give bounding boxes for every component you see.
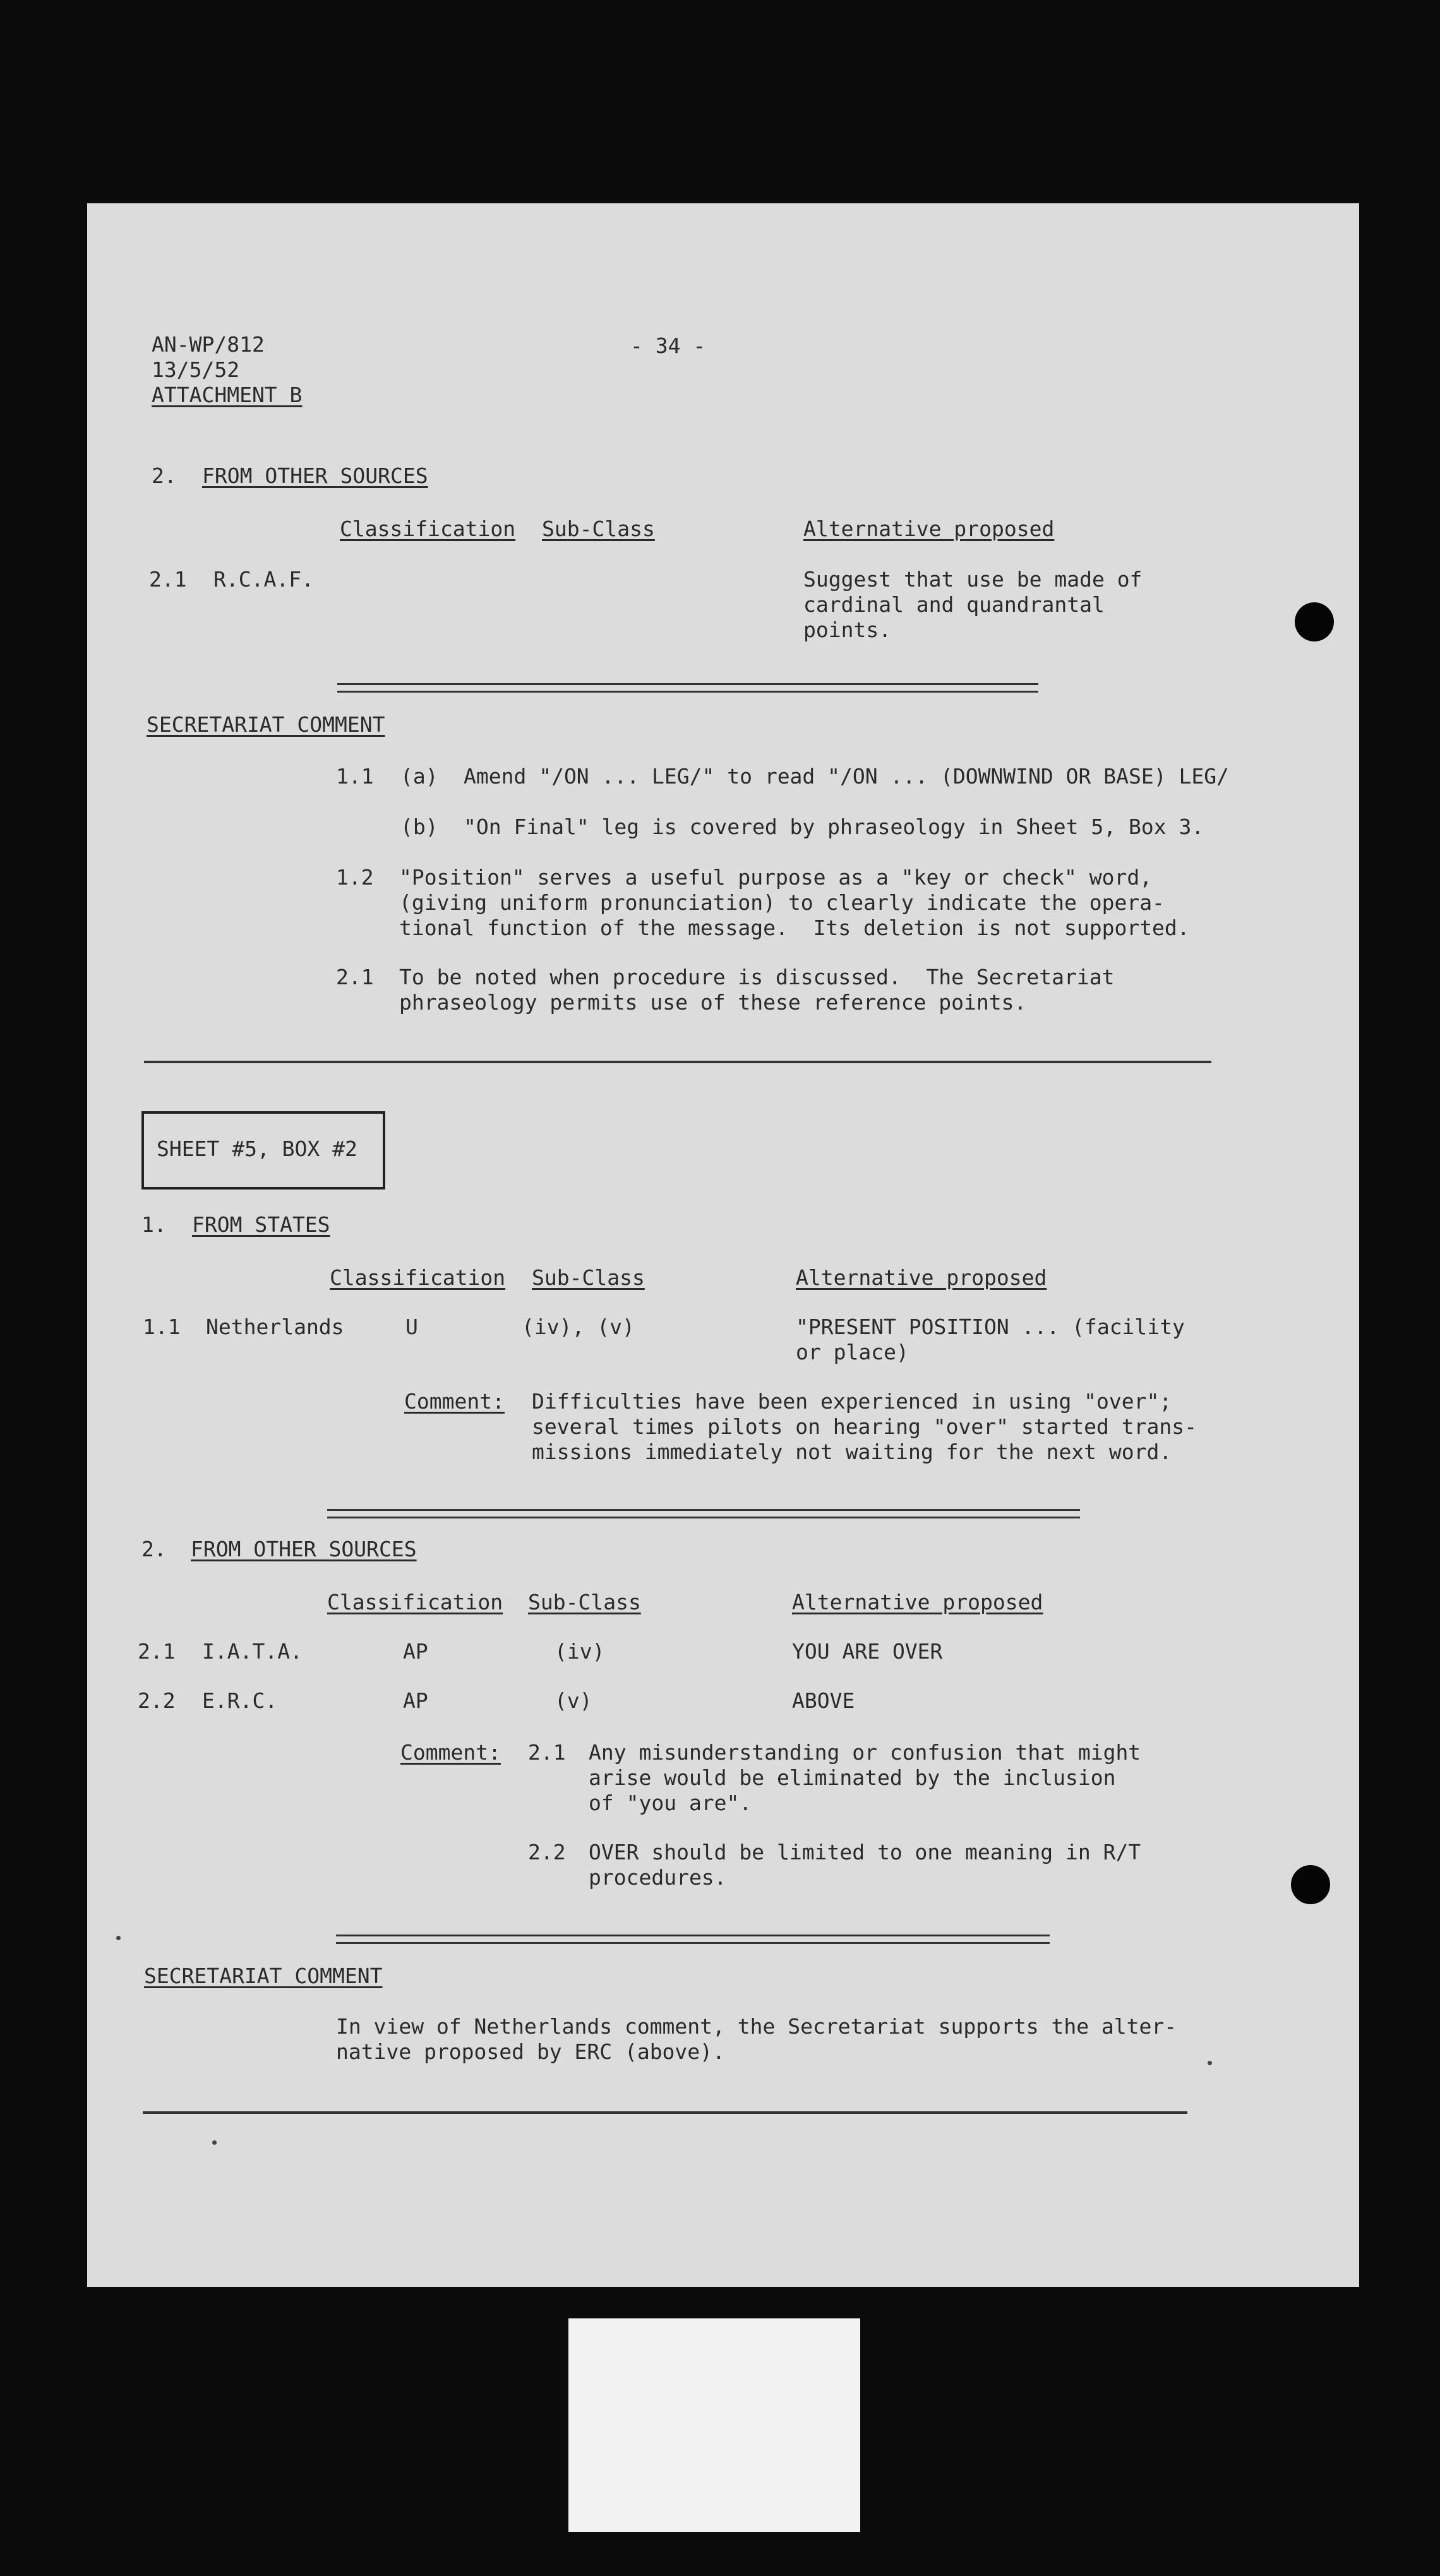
section-b-number: 1. xyxy=(141,1212,167,1237)
section-a-alt-line: Suggest that use be made of xyxy=(803,567,1143,592)
secretariat-comment-heading: SECRETARIAT COMMENT xyxy=(144,1964,383,1988)
section-c-comment-number: 2.2 xyxy=(528,1840,566,1864)
attachment-label: ATTACHMENT B xyxy=(152,383,303,407)
section-divider xyxy=(143,2111,1187,2114)
section-c-heading: FROM OTHER SOURCES xyxy=(191,1537,417,1561)
section-b-row-subclass: (iv), (v) xyxy=(522,1315,635,1339)
section-b-row-class: U xyxy=(405,1315,418,1339)
comment-text: "On Final" leg is covered by phraseology in Sheet 5, Box 3. xyxy=(464,814,1204,839)
comment-text: (giving uniform pronunciation) to clearly indicate the opera- xyxy=(399,890,1165,915)
section-a-alt-line: points. xyxy=(803,617,892,642)
section-c-comment-label: Comment: xyxy=(400,1740,501,1765)
section-a-heading: FROM OTHER SOURCES xyxy=(202,463,428,488)
punch-hole xyxy=(1291,1865,1330,1904)
double-divider xyxy=(327,1509,1080,1518)
comment-text: phraseology permits use of these reference points. xyxy=(399,990,1027,1015)
section-c-comment-line: arise would be eliminated by the inclusion xyxy=(589,1765,1116,1790)
section-b-alt-line: "PRESENT POSITION ... (facility xyxy=(796,1315,1185,1339)
section-c-row-alt: ABOVE xyxy=(792,1688,855,1713)
double-divider xyxy=(337,683,1038,693)
section-c-col-alternative: Alternative proposed xyxy=(792,1590,1043,1614)
sheet-box xyxy=(141,1111,385,1190)
section-a-number: 2. xyxy=(152,463,177,488)
section-c-row-alt: YOU ARE OVER xyxy=(792,1639,943,1664)
comment-text: To be noted when procedure is discussed. The Secretariat xyxy=(399,965,1115,989)
section-c-row-class: AP xyxy=(403,1688,428,1713)
page-number: - 34 - xyxy=(630,333,706,358)
speck xyxy=(1208,2061,1212,2065)
comment-text: "Position" serves a useful purpose as a "key or check" word, xyxy=(399,865,1153,890)
section-b-row-source: Netherlands xyxy=(206,1315,344,1339)
section-c-row-subclass: (iv) xyxy=(555,1639,605,1664)
section-a-col-alternative: Alternative proposed xyxy=(803,516,1055,541)
section-b-comment-line: several times pilots on hearing "over" started trans- xyxy=(532,1414,1197,1439)
section-b-alt-line: or place) xyxy=(796,1340,909,1364)
comment-sub-label: (a) xyxy=(400,764,438,789)
section-a-col-classification: Classification xyxy=(340,516,516,541)
section-c-row-class: AP xyxy=(403,1639,428,1664)
section-a-row-source: R.C.A.F. xyxy=(213,567,314,592)
secretariat-comment-line: In view of Netherlands comment, the Secretariat supports the alter- xyxy=(336,2014,1177,2039)
section-b-row-number: 1.1 xyxy=(143,1315,181,1339)
section-c-comment-number: 2.1 xyxy=(528,1740,566,1765)
section-b-col-subclass: Sub-Class xyxy=(532,1265,645,1290)
sheet-box-label: SHEET #5, BOX #2 xyxy=(157,1136,357,1161)
section-c-number: 2. xyxy=(141,1537,167,1561)
section-c-col-classification: Classification xyxy=(327,1590,503,1614)
doc-reference: AN-WP/812 xyxy=(152,332,265,357)
section-c-row-source: E.R.C. xyxy=(202,1688,278,1713)
double-divider xyxy=(336,1935,1050,1944)
comment-number: 2.1 xyxy=(336,965,374,989)
section-c-comment-line: Any misunderstanding or confusion that might xyxy=(589,1740,1141,1765)
secretariat-comment-heading: SECRETARIAT COMMENT xyxy=(147,712,385,737)
section-c-comment-line: of "you are". xyxy=(589,1791,752,1815)
section-a-row-number: 2.1 xyxy=(149,567,187,592)
section-b-comment-line: missions immediately not waiting for the next word. xyxy=(532,1440,1172,1464)
section-a-alt-line: cardinal and quandrantal xyxy=(803,592,1105,617)
secretariat-comment-line: native proposed by ERC (above). xyxy=(336,2039,725,2064)
comment-text: tional function of the message. Its deletion is not supported. xyxy=(399,915,1190,940)
punch-hole xyxy=(1295,602,1334,641)
comment-sub-label: (b) xyxy=(400,814,438,839)
section-c-comment-line: procedures. xyxy=(589,1865,727,1890)
comment-number: 1.1 xyxy=(336,764,374,789)
section-b-col-alternative: Alternative proposed xyxy=(796,1265,1047,1290)
film-tab xyxy=(568,2318,860,2532)
comment-text: Amend "/ON ... LEG/" to read "/ON ... (DOWNWIND OR BASE) LEG/ xyxy=(464,764,1229,789)
section-b-comment-label: Comment: xyxy=(404,1389,505,1414)
comment-number: 1.2 xyxy=(336,865,374,890)
section-divider xyxy=(144,1061,1211,1063)
section-c-comment-line: OVER should be limited to one meaning in R/T xyxy=(589,1840,1141,1864)
speck xyxy=(116,1936,121,1940)
doc-date: 13/5/52 xyxy=(152,357,240,382)
section-c-row-source: I.A.T.A. xyxy=(202,1639,303,1664)
section-b-comment-line: Difficulties have been experienced in using "over"; xyxy=(532,1389,1172,1414)
section-c-row-number: 2.1 xyxy=(138,1639,176,1664)
section-c-row-number: 2.2 xyxy=(138,1688,176,1713)
section-b-col-classification: Classification xyxy=(330,1265,506,1290)
section-c-row-subclass: (v) xyxy=(555,1688,592,1713)
section-b-heading: FROM STATES xyxy=(192,1212,330,1237)
section-c-col-subclass: Sub-Class xyxy=(528,1590,641,1614)
section-a-col-subclass: Sub-Class xyxy=(542,516,655,541)
speck xyxy=(212,2140,217,2145)
